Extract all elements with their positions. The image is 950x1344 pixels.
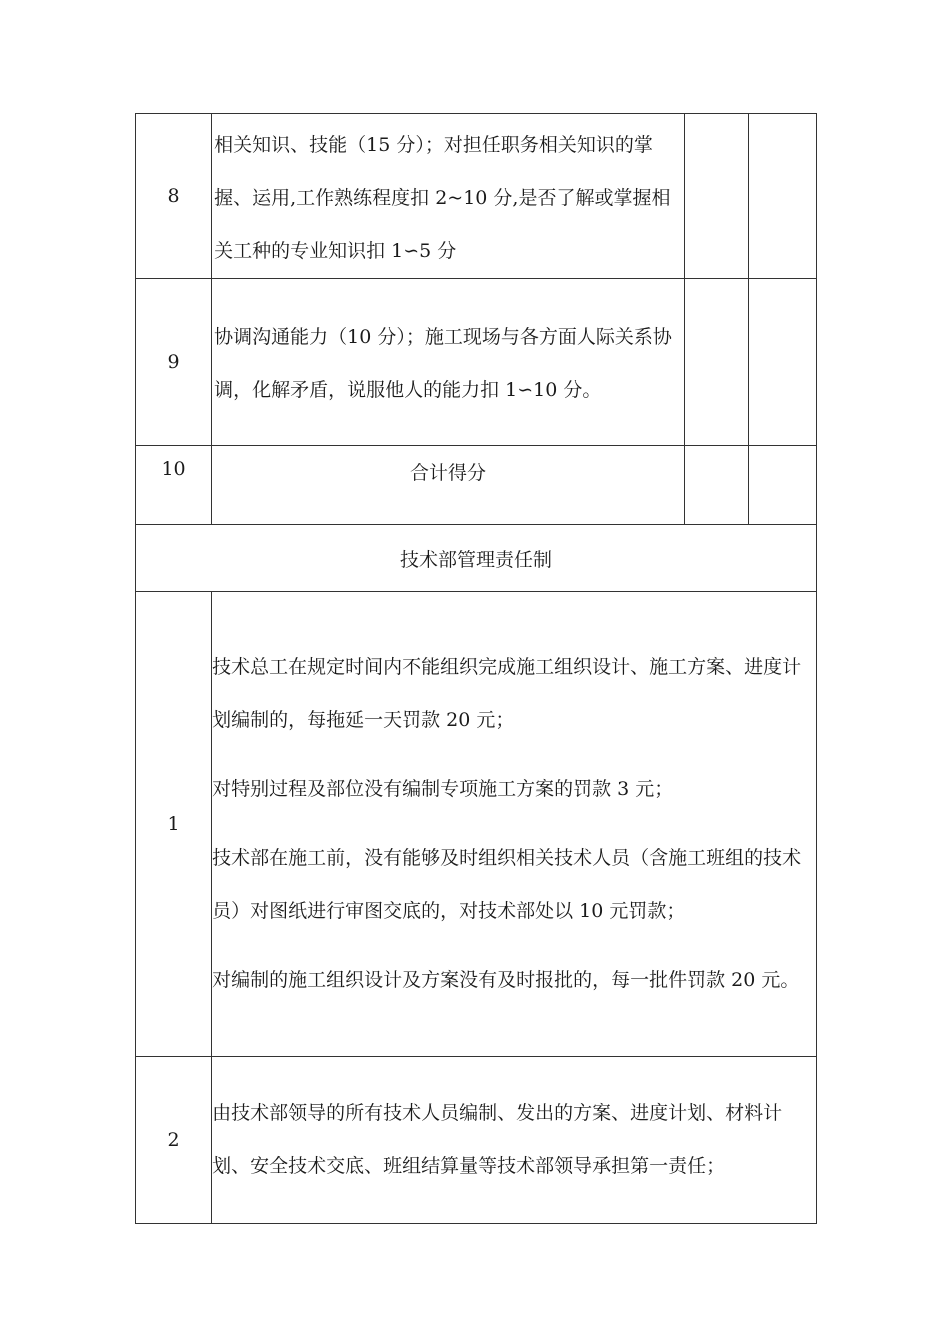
score-cell bbox=[684, 279, 748, 446]
paragraph: 技术部在施工前，没有能够及时组织相关技术人员（含施工班组的技术员）对图纸进行审图交底的，对技术部处以 10 元罚款； bbox=[212, 847, 802, 922]
row-number: 8 bbox=[136, 114, 212, 279]
row-number: 10 bbox=[136, 446, 212, 525]
remark-cell bbox=[748, 279, 816, 446]
table-row bbox=[136, 279, 817, 446]
row-text bbox=[212, 114, 685, 279]
remark-cell bbox=[748, 114, 816, 279]
row-number: 9 bbox=[136, 279, 212, 446]
paragraph: 对特别过程及部位没有编制专项施工方案的罚款 3 元； bbox=[212, 778, 674, 800]
table-row bbox=[136, 114, 817, 279]
paragraph: 对编制的施工组织设计及方案没有及时报批的，每一批件罚款 20 元。 bbox=[212, 969, 800, 991]
paragraph: 技术总工在规定时间内不能组织完成施工组织设计、施工方案、进度计划编制的，每拖延一天罚款 20 元； bbox=[212, 656, 802, 731]
remark-cell bbox=[748, 446, 816, 525]
row-text bbox=[212, 279, 685, 446]
score-cell bbox=[684, 446, 748, 525]
total-score-label: 合计得分 bbox=[212, 446, 685, 525]
responsibility-table bbox=[135, 113, 817, 1224]
row-text-content: 协调沟通能力（10 分）；施工现场与各方面人际关系协调，化解矛盾，说服他人的能力扣 1∽10 分。 bbox=[214, 326, 672, 401]
row-text bbox=[212, 1057, 817, 1224]
table-row bbox=[136, 446, 817, 525]
row-text-content: 相关知识、技能（15 分）；对担任职务相关知识的掌握、运用,工作熟练程度扣 2~10 分,是否了解或掌握相关工种的专业知识扣 1∽5 分 bbox=[214, 133, 671, 262]
paragraph: 由技术部领导的所有技术人员编制、发出的方案、进度计划、材料计划、安全技术交底、班组结算量等技术部领导承担第一责任； bbox=[212, 1102, 783, 1177]
table-row bbox=[136, 1057, 817, 1224]
table-row bbox=[136, 592, 817, 1057]
section-title: 技术部管理责任制 bbox=[136, 525, 817, 592]
row-number: 1 bbox=[136, 592, 212, 1057]
score-cell bbox=[684, 114, 748, 279]
row-number: 2 bbox=[136, 1057, 212, 1224]
row-text bbox=[212, 592, 817, 1057]
section-header-row bbox=[136, 525, 817, 592]
